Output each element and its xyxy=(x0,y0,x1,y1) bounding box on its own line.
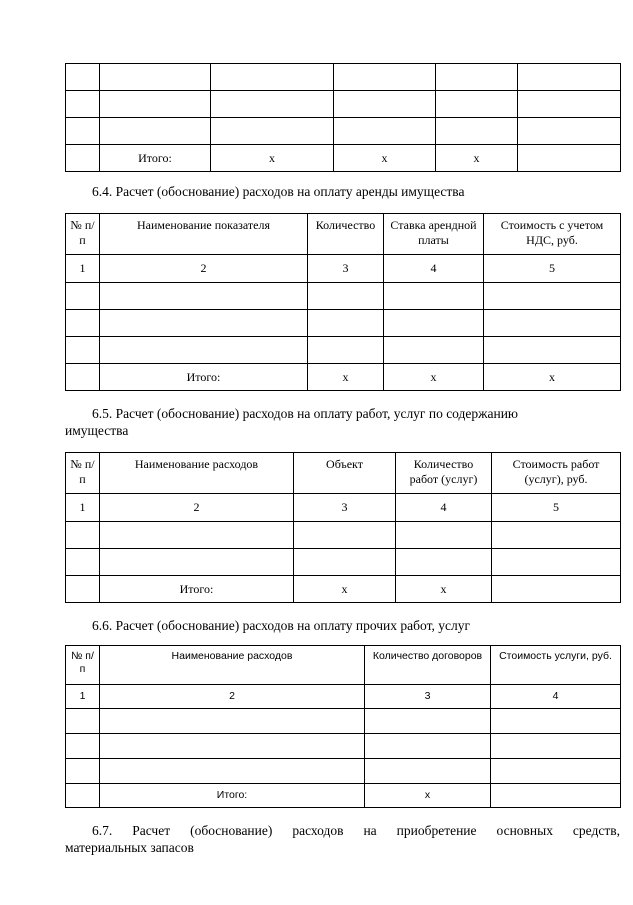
section-heading-6-5: 6.5. Расчет (обоснование) расходов на оплату работ, услуг по содержанию имущества xyxy=(65,406,519,438)
total-label: Итого: xyxy=(100,576,294,603)
total-row: Итого: x x xyxy=(66,576,621,603)
total-label: Итого: xyxy=(100,145,211,172)
table-row xyxy=(66,91,621,118)
table-row xyxy=(66,337,621,364)
column-number-row: 1 2 3 4 xyxy=(66,685,621,709)
section-heading-6-7: 6.7. Расчет (обоснование) расходов на приобретение основных средств, материальных запасов xyxy=(65,823,620,855)
table-prev-section xyxy=(65,63,621,172)
header-row: № п/п Наименование показателя Количество Ставка арендной платы Стоимость с учетом НДС, руб. xyxy=(66,214,621,255)
table-row xyxy=(66,118,621,145)
table-row xyxy=(66,522,621,549)
table-6-4 xyxy=(65,213,621,391)
table-row xyxy=(66,64,621,91)
section-heading-6-6: 6.6. Расчет (обоснование) расходов на оплату прочих работ, услуг xyxy=(92,618,470,633)
column-number-row: 1 2 3 4 5 xyxy=(66,494,621,522)
table-row xyxy=(66,549,621,576)
section-heading-6-4: 6.4. Расчет (обоснование) расходов на оплату аренды имущества xyxy=(92,184,465,199)
table-row xyxy=(66,709,621,734)
column-number-row: 1 2 3 4 5 xyxy=(66,255,621,283)
total-row: Итого: x x x xyxy=(66,364,621,391)
table-row xyxy=(66,734,621,759)
total-row: Итого: x x x xyxy=(66,145,621,172)
table-6-6 xyxy=(65,645,621,808)
table-6-5 xyxy=(65,452,621,603)
table-row xyxy=(66,283,621,310)
table-row xyxy=(66,759,621,784)
header-row: № п/п Наименование расходов Объект Количество работ (услуг) Стоимость работ (услуг), руб. xyxy=(66,453,621,494)
table-row xyxy=(66,310,621,337)
total-row: Итого: x xyxy=(66,784,621,808)
total-label: Итого: xyxy=(100,784,365,808)
header-row: № п/п Наименование расходов Количество договоров Стоимость услуги, руб. xyxy=(66,646,621,685)
total-label: Итого: xyxy=(100,364,308,391)
